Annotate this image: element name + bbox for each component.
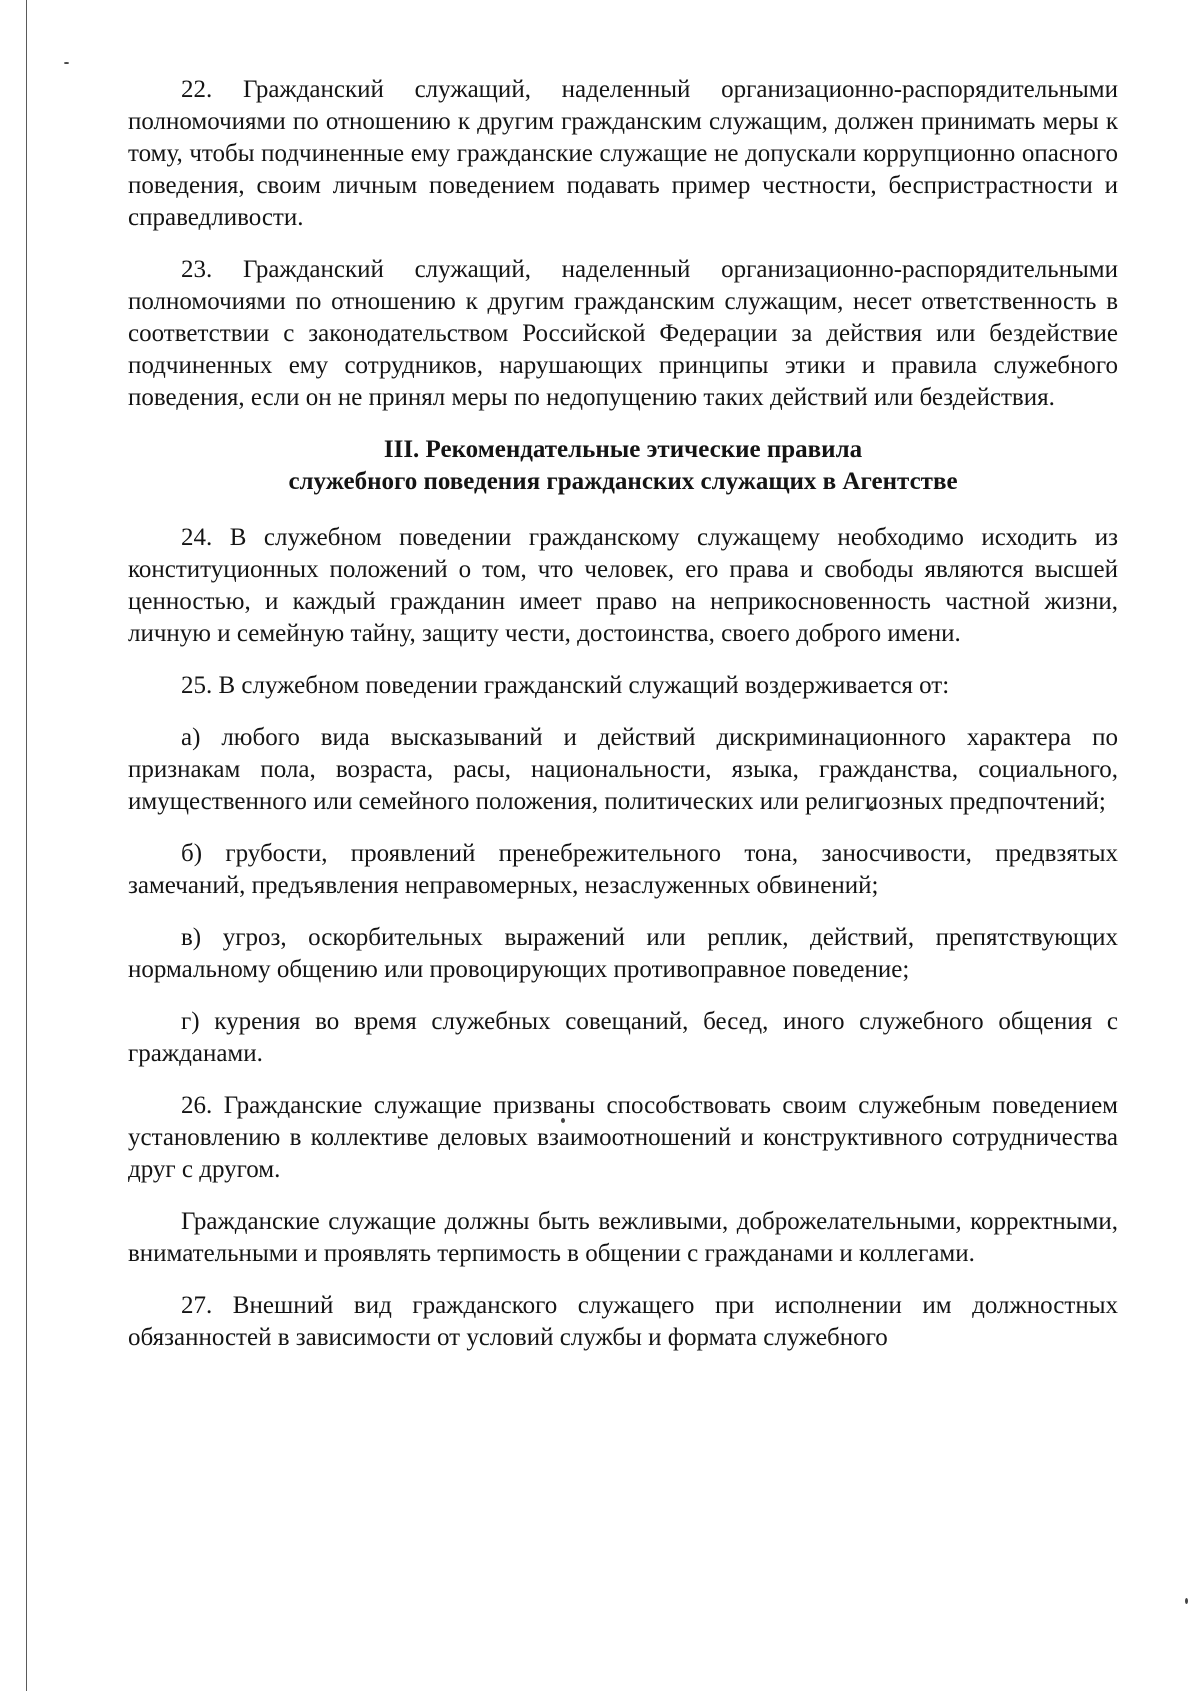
- paragraph-26-continued: Гражданские служащие должны быть вежливыми, доброжелательными, корректными, внимательными и проявлять терпимость в общении с гражданами и коллегами.: [128, 1208, 1118, 1267]
- scan-speck: [1185, 1598, 1188, 1604]
- document-page: [128, 74, 1118, 1374]
- paragraph-25-v: в) угроз, оскорбительных выражений или реплик, действий, препятствующих нормальному общению или провоцирующих противоправное поведение;: [128, 924, 1118, 983]
- scan-edge-line: [26, 0, 27, 1691]
- section-heading: [128, 434, 1118, 498]
- paragraph-23: 23. Гражданский служащий, наделенный организационно-распорядительными полномочиями по отношению к другим гражданским служащим, несет ответственность в соответствии с законодательством Российской Федерации за действия или бездействие подчиненных ему сотрудников, нарушающих принципы этики и правила служебного поведения, если он не принял меры по недопущению таких действий или бездействия.: [128, 256, 1118, 411]
- paragraph-24: 24. В служебном поведении гражданскому служащему необходимо исходить из конституционных положений о том, что человек, его права и свободы являются высшей ценностью, и каждый гражданин имеет право на неприкосновенность частной жизни, личную и семейную тайну, защиту чести, достоинства, своего доброго имени.: [128, 524, 1118, 647]
- paragraph-25-b: б) грубости, проявлений пренебрежительного тона, заносчивости, предвзятых замечаний, предъявления неправомерных, незаслуженных обвинений;: [128, 840, 1118, 899]
- paragraph-25-g: г) курения во время служебных совещаний, бесед, иного служебного общения с гражданами.: [128, 1008, 1118, 1067]
- paragraph-26: 26. Гражданские служащие призваны способствовать своим служебным поведением установлению в коллективе деловых взаимоотношений и конструктивного сотрудничества друг с другом.: [128, 1092, 1118, 1183]
- paragraph-25: 25. В служебном поведении гражданский служащий воздерживается от:: [181, 672, 950, 699]
- scan-speck: [64, 62, 69, 64]
- paragraph-22: 22. Гражданский служащий, наделенный организационно-распорядительными полномочиями по отношению к другим гражданским служащим, должен принимать меры к тому, чтобы подчиненные ему гражданские служащие не допускали коррупционно опасного поведения, своим личным поведением подавать пример честности, беспристрастности и справедливости.: [128, 76, 1118, 231]
- paragraph-25-a: а) любого вида высказываний и действий дискриминационного характера по признакам пола, возраста, расы, национальности, языка, гражданства, социального, имущественного или семейного положения, политических или религиозных предпочтений;: [128, 724, 1118, 815]
- section-heading-line-1: III. Рекомендательные этические правила: [383, 436, 863, 463]
- section-heading-line-2: служебного поведения гражданских служащих в Агентстве: [288, 468, 958, 495]
- paragraph-27: 27. Внешний вид гражданского служащего при исполнении им должностных обязанностей в зависимости от условий службы и формата служебного: [128, 1292, 1118, 1351]
